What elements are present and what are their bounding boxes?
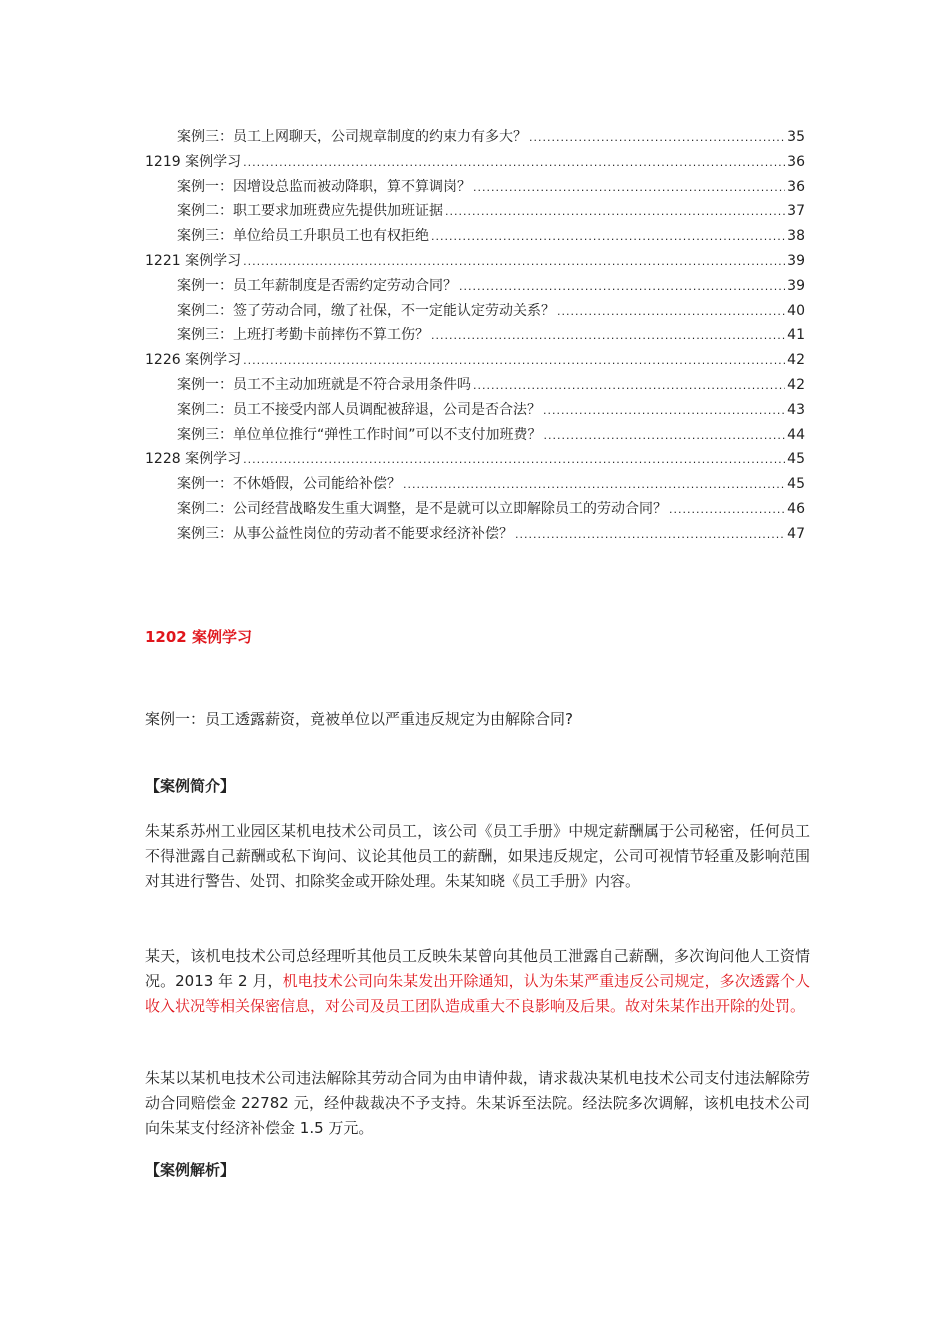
toc-entry-title: 案例三：单位单位推行“弹性工作时间”可以不支付加班费？ bbox=[177, 426, 542, 443]
toc-case-entry[interactable] bbox=[145, 373, 805, 398]
intro-heading: 【案例简介】 bbox=[145, 777, 236, 795]
toc-case-entry[interactable] bbox=[145, 522, 805, 547]
toc-entry-title: 案例三：员工上网聊天，公司规章制度的约束力有多大？ bbox=[177, 129, 527, 145]
intro-paragraph-3: 朱某以某机电技术公司违法解除其劳动合同为由申请仲裁，请求裁决某机电技术公司支付违法解除劳动合同赔偿金 22782 元，经仲裁裁决不予支持。朱某诉至法院。经法院多次调解，该机电技术公司向朱某支付经济补偿金 1.5 万元。 bbox=[145, 1069, 810, 1137]
toc-case-entry[interactable] bbox=[145, 423, 805, 448]
toc-entry-title: 案例三：从事公益性岗位的劳动者不能要求经济补偿？ bbox=[177, 525, 513, 542]
toc-page-number: 43 bbox=[787, 401, 805, 418]
toc-dot-leader bbox=[544, 424, 786, 449]
toc-dot-leader bbox=[557, 300, 785, 325]
toc-dot-leader bbox=[445, 200, 785, 225]
toc-entry-title: 案例三：上班打考勤卡前摔伤不算工伤？ bbox=[177, 327, 429, 344]
toc-entry-title: 案例二：签了劳动合同，缴了社保，不一定能认定劳动关系？ bbox=[177, 302, 555, 319]
toc-dot-leader bbox=[529, 126, 785, 151]
toc-page-number: 38 bbox=[787, 228, 805, 245]
paragraph-2-text: 某天，该机电技术公司总经理听其他员工反映朱某曾向其他员工泄露自己薪酬，多次询问他人工资情况。2013 年 2 月， bbox=[145, 947, 810, 990]
toc-entry-title: 1221 案例学习 bbox=[145, 252, 242, 269]
toc-dot-leader bbox=[243, 151, 785, 176]
analysis-heading: 【案例解析】 bbox=[145, 1161, 236, 1179]
toc-case-entry[interactable] bbox=[145, 398, 805, 423]
toc-case-entry[interactable] bbox=[145, 323, 805, 348]
toc-entry-title: 1226 案例学习 bbox=[145, 352, 242, 369]
toc-page-number: 46 bbox=[787, 500, 805, 517]
toc-page-number: 35 bbox=[787, 129, 805, 145]
toc-entry-title: 案例三：单位给员工升职员工也有权拒绝 bbox=[177, 228, 429, 245]
toc-entry-title: 案例一：因增设总监而被动降职，算不算调岗？ bbox=[177, 178, 471, 195]
section-title: 1202 案例学习 bbox=[145, 628, 252, 646]
toc-dot-leader bbox=[243, 250, 785, 275]
toc-entry-title: 案例二：职工要求加班费应先提供加班证据 bbox=[177, 203, 443, 220]
intro-paragraph-1: 朱某系苏州工业园区某机电技术公司员工，该公司《员工手册》中规定薪酬属于公司秘密，任何员工不得泄露自己薪酬或私下询问、议论其他员工的薪酬，如果违反规定，公司可视情节轻重及影响范围对其进行警告、处罚、扣除奖金或开除处理。朱某知晓《员工手册》内容。 bbox=[145, 822, 810, 890]
toc-entry-title: 案例二：公司经营战略发生重大调整，是不是就可以立即解除员工的劳动合同？ bbox=[177, 500, 667, 517]
toc-entry-title: 1228 案例学习 bbox=[145, 451, 242, 468]
toc-entry-title: 案例一：员工不主动加班就是不符合录用条件吗 bbox=[177, 376, 471, 393]
toc-case-entry[interactable] bbox=[145, 224, 805, 249]
toc-page-number: 39 bbox=[787, 277, 805, 294]
toc-page-number: 37 bbox=[787, 203, 805, 220]
toc-case-entry[interactable] bbox=[145, 125, 805, 150]
toc-section-entry[interactable] bbox=[145, 150, 805, 175]
toc-case-entry[interactable] bbox=[145, 497, 805, 522]
toc-case-entry[interactable] bbox=[145, 274, 805, 299]
toc-section-entry[interactable] bbox=[145, 249, 805, 274]
paragraph-2-highlight: 机电技术公司向朱某发出开除通知，认为朱某严重违反公司规定，多次透露个人收入状况等相关保密信息，对公司及员工团队造成重大不良影响及后果。故对朱某作出开除的处罚。 bbox=[145, 972, 810, 1015]
toc-page-number: 45 bbox=[787, 476, 805, 493]
case-title: 案例一：员工透露薪资，竟被单位以严重违反规定为由解除合同? bbox=[145, 710, 573, 728]
toc-dot-leader bbox=[431, 225, 785, 250]
toc-dot-leader bbox=[459, 275, 785, 300]
intro-paragraph-2 bbox=[145, 944, 810, 1019]
toc-dot-leader bbox=[243, 448, 785, 473]
toc-page-number: 40 bbox=[787, 302, 805, 319]
table-of-contents bbox=[145, 125, 805, 547]
toc-entry-title: 1219 案例学习 bbox=[145, 153, 242, 170]
toc-dot-leader bbox=[669, 498, 785, 523]
toc-case-entry[interactable] bbox=[145, 175, 805, 200]
toc-dot-leader bbox=[243, 349, 785, 374]
toc-page-number: 44 bbox=[787, 426, 805, 443]
toc-page-number: 41 bbox=[787, 327, 805, 344]
toc-case-entry[interactable] bbox=[145, 299, 805, 324]
toc-dot-leader bbox=[431, 324, 785, 349]
toc-entry-title: 案例一：员工年薪制度是否需约定劳动合同？ bbox=[177, 277, 457, 294]
toc-page-number: 36 bbox=[787, 153, 805, 170]
toc-dot-leader bbox=[473, 176, 785, 201]
toc-page-number: 42 bbox=[787, 376, 805, 393]
toc-entry-title: 案例一：不休婚假，公司能给补偿？ bbox=[177, 476, 401, 493]
toc-case-entry[interactable] bbox=[145, 472, 805, 497]
toc-dot-leader bbox=[473, 374, 785, 399]
toc-page-number: 45 bbox=[787, 451, 805, 468]
toc-section-entry[interactable] bbox=[145, 447, 805, 472]
toc-dot-leader bbox=[543, 399, 785, 424]
toc-page-number: 42 bbox=[787, 352, 805, 369]
toc-section-entry[interactable] bbox=[145, 348, 805, 373]
toc-dot-leader bbox=[515, 523, 785, 548]
toc-page-number: 36 bbox=[787, 178, 805, 195]
toc-page-number: 47 bbox=[787, 525, 805, 542]
toc-page-number: 39 bbox=[787, 252, 805, 269]
toc-dot-leader bbox=[403, 473, 785, 498]
toc-entry-title: 案例二：员工不接受内部人员调配被辞退，公司是否合法？ bbox=[177, 401, 541, 418]
toc-case-entry[interactable] bbox=[145, 199, 805, 224]
